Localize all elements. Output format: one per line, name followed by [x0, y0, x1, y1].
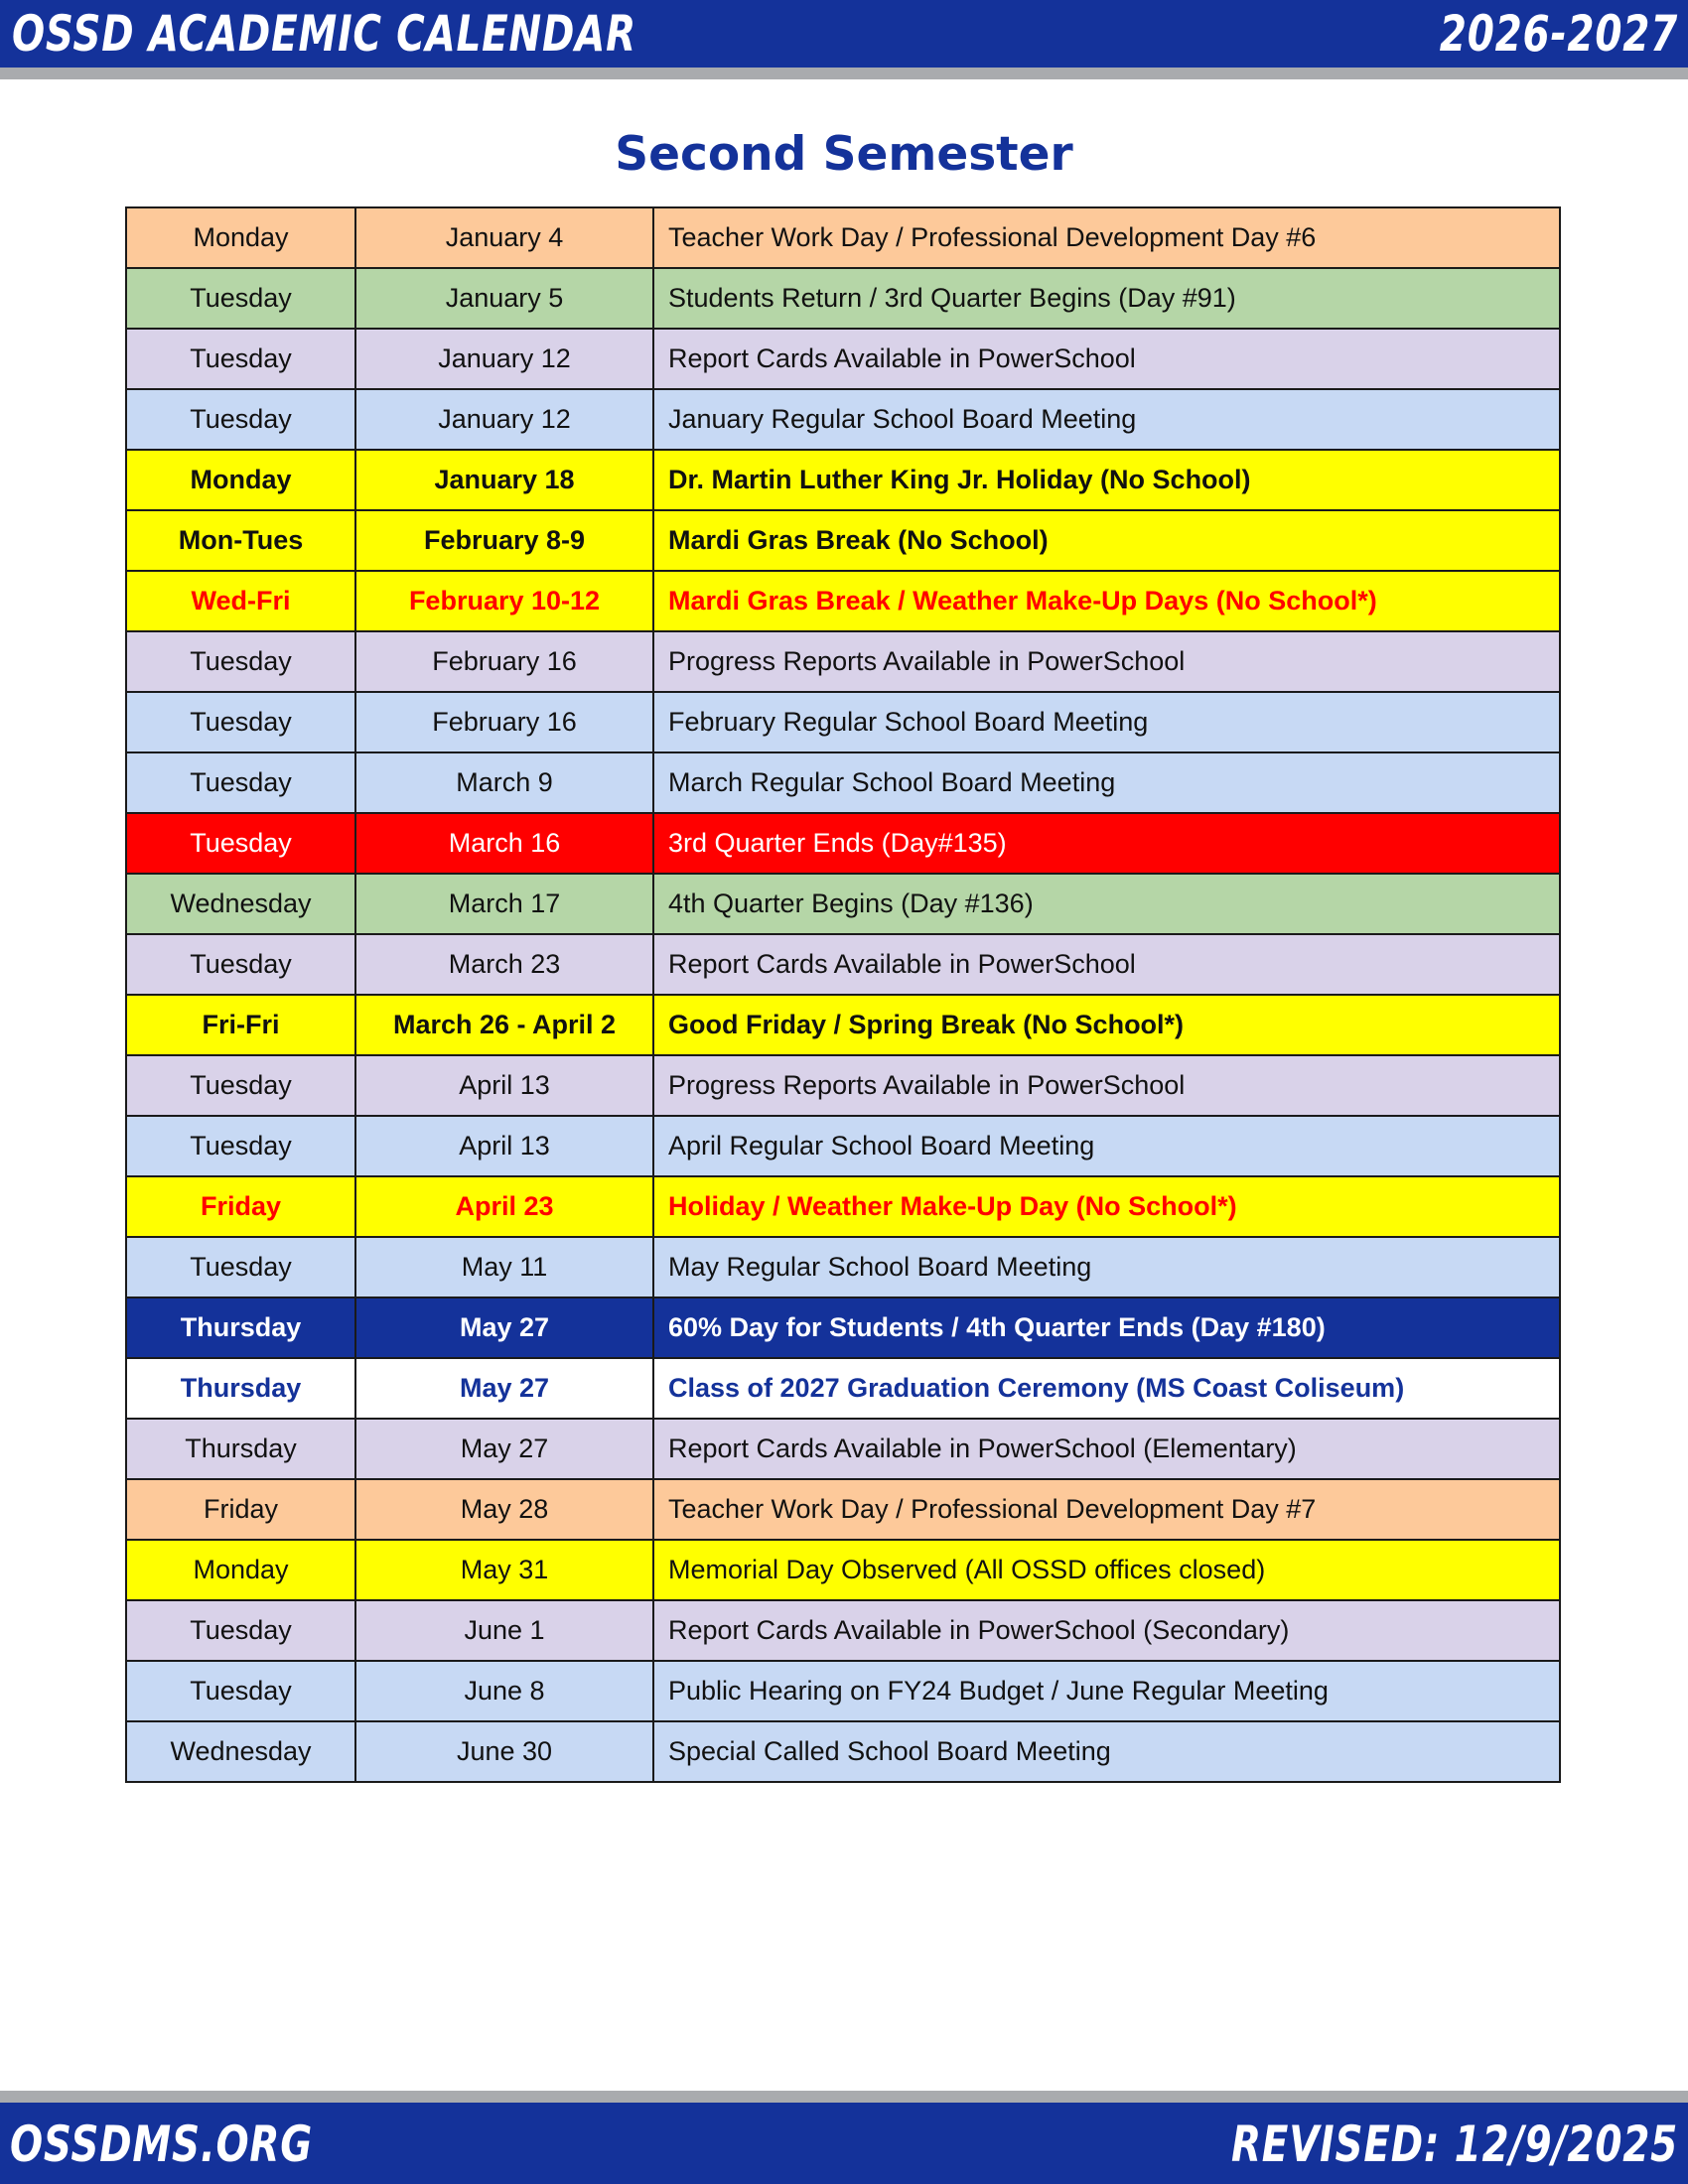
- row-date-cell: April 23: [355, 1176, 653, 1237]
- row-day-cell: Mon-Tues: [126, 510, 355, 571]
- row-event-cell: Report Cards Available in PowerSchool: [653, 329, 1560, 389]
- row-date-cell: January 12: [355, 329, 653, 389]
- table-row: [126, 752, 1560, 813]
- row-date-cell: March 23: [355, 934, 653, 995]
- row-day-cell: Fri-Fri: [126, 995, 355, 1055]
- row-day-cell: Tuesday: [126, 631, 355, 692]
- row-event-cell: Holiday / Weather Make-Up Day (No School*): [653, 1176, 1560, 1237]
- row-day-cell: Tuesday: [126, 934, 355, 995]
- row-event-cell: May Regular School Board Meeting: [653, 1237, 1560, 1297]
- row-day-cell: Monday: [126, 207, 355, 268]
- row-date-cell: May 31: [355, 1540, 653, 1600]
- row-date-cell: June 8: [355, 1661, 653, 1721]
- table-row: [126, 1176, 1560, 1237]
- row-event-cell: Report Cards Available in PowerSchool (Elementary): [653, 1419, 1560, 1479]
- row-event-cell: Report Cards Available in PowerSchool: [653, 934, 1560, 995]
- row-date-cell: February 8-9: [355, 510, 653, 571]
- row-day-cell: Wednesday: [126, 874, 355, 934]
- row-day-cell: Monday: [126, 450, 355, 510]
- table-row: [126, 874, 1560, 934]
- row-date-cell: January 5: [355, 268, 653, 329]
- table-row: [126, 1661, 1560, 1721]
- row-event-cell: January Regular School Board Meeting: [653, 389, 1560, 450]
- row-event-cell: Progress Reports Available in PowerSchool: [653, 631, 1560, 692]
- table-row: [126, 1055, 1560, 1116]
- row-event-cell: Memorial Day Observed (All OSSD offices closed): [653, 1540, 1560, 1600]
- row-date-cell: May 27: [355, 1419, 653, 1479]
- row-event-cell: Progress Reports Available in PowerSchool: [653, 1055, 1560, 1116]
- table-row: [126, 692, 1560, 752]
- table-row: [126, 631, 1560, 692]
- row-day-cell: Wednesday: [126, 1721, 355, 1782]
- table-row: [126, 207, 1560, 268]
- footer-website: OSSDMS.ORG: [10, 2116, 314, 2173]
- table-row: [126, 1540, 1560, 1600]
- row-date-cell: January 12: [355, 389, 653, 450]
- table-row: [126, 268, 1560, 329]
- row-event-cell: March Regular School Board Meeting: [653, 752, 1560, 813]
- row-day-cell: Thursday: [126, 1358, 355, 1419]
- row-date-cell: March 26 - April 2: [355, 995, 653, 1055]
- row-event-cell: Mardi Gras Break / Weather Make-Up Days (No School*): [653, 571, 1560, 631]
- row-day-cell: Tuesday: [126, 1055, 355, 1116]
- row-date-cell: February 16: [355, 631, 653, 692]
- table-row: [126, 1297, 1560, 1358]
- row-day-cell: Friday: [126, 1479, 355, 1540]
- row-date-cell: February 16: [355, 692, 653, 752]
- table-row: [126, 1358, 1560, 1419]
- row-event-cell: 3rd Quarter Ends (Day#135): [653, 813, 1560, 874]
- header-bar: [0, 0, 1688, 79]
- table-row: [126, 934, 1560, 995]
- row-day-cell: Thursday: [126, 1297, 355, 1358]
- row-date-cell: June 1: [355, 1600, 653, 1661]
- row-event-cell: Teacher Work Day / Professional Development Day #6: [653, 207, 1560, 268]
- row-event-cell: Class of 2027 Graduation Ceremony (MS Coast Coliseum): [653, 1358, 1560, 1419]
- row-day-cell: Wed-Fri: [126, 571, 355, 631]
- row-event-cell: Mardi Gras Break (No School): [653, 510, 1560, 571]
- table-row: [126, 1237, 1560, 1297]
- row-date-cell: January 4: [355, 207, 653, 268]
- row-day-cell: Tuesday: [126, 752, 355, 813]
- table-row: [126, 1479, 1560, 1540]
- row-date-cell: May 27: [355, 1358, 653, 1419]
- row-day-cell: Thursday: [126, 1419, 355, 1479]
- row-date-cell: May 28: [355, 1479, 653, 1540]
- row-date-cell: May 27: [355, 1297, 653, 1358]
- page-title: Second Semester: [615, 127, 1073, 182]
- row-date-cell: March 9: [355, 752, 653, 813]
- table-row: [126, 329, 1560, 389]
- row-event-cell: 60% Day for Students / 4th Quarter Ends (Day #180): [653, 1297, 1560, 1358]
- row-date-cell: February 10-12: [355, 571, 653, 631]
- calendar-table: [125, 206, 1561, 1783]
- row-event-cell: Special Called School Board Meeting: [653, 1721, 1560, 1782]
- footer-revised: REVISED: 12/9/2025: [1230, 2116, 1678, 2173]
- table-row: [126, 1116, 1560, 1176]
- row-day-cell: Friday: [126, 1176, 355, 1237]
- row-event-cell: Report Cards Available in PowerSchool (Secondary): [653, 1600, 1560, 1661]
- footer-bar: [0, 2091, 1688, 2184]
- table-row: [126, 1721, 1560, 1782]
- row-event-cell: February Regular School Board Meeting: [653, 692, 1560, 752]
- table-row: [126, 389, 1560, 450]
- table-row: [126, 1419, 1560, 1479]
- row-date-cell: March 17: [355, 874, 653, 934]
- row-event-cell: April Regular School Board Meeting: [653, 1116, 1560, 1176]
- row-date-cell: June 30: [355, 1721, 653, 1782]
- table-row: [126, 450, 1560, 510]
- row-date-cell: March 16: [355, 813, 653, 874]
- row-day-cell: Tuesday: [126, 813, 355, 874]
- row-event-cell: Good Friday / Spring Break (No School*): [653, 995, 1560, 1055]
- row-date-cell: January 18: [355, 450, 653, 510]
- table-row: [126, 571, 1560, 631]
- row-day-cell: Tuesday: [126, 389, 355, 450]
- header-year: 2026-2027: [1439, 5, 1678, 63]
- row-day-cell: Tuesday: [126, 1237, 355, 1297]
- calendar-table-body: [126, 207, 1560, 1782]
- row-day-cell: Tuesday: [126, 1661, 355, 1721]
- row-event-cell: Students Return / 3rd Quarter Begins (Day #91): [653, 268, 1560, 329]
- table-row: [126, 1600, 1560, 1661]
- table-row: [126, 813, 1560, 874]
- row-day-cell: Tuesday: [126, 1600, 355, 1661]
- row-date-cell: April 13: [355, 1116, 653, 1176]
- row-day-cell: Monday: [126, 1540, 355, 1600]
- row-day-cell: Tuesday: [126, 1116, 355, 1176]
- row-event-cell: Dr. Martin Luther King Jr. Holiday (No School): [653, 450, 1560, 510]
- row-event-cell: 4th Quarter Begins (Day #136): [653, 874, 1560, 934]
- row-event-cell: Public Hearing on FY24 Budget / June Regular Meeting: [653, 1661, 1560, 1721]
- row-event-cell: Teacher Work Day / Professional Development Day #7: [653, 1479, 1560, 1540]
- header-title: OSSD ACADEMIC CALENDAR: [12, 5, 636, 63]
- table-row: [126, 510, 1560, 571]
- table-row: [126, 995, 1560, 1055]
- row-date-cell: May 11: [355, 1237, 653, 1297]
- row-day-cell: Tuesday: [126, 692, 355, 752]
- row-day-cell: Tuesday: [126, 268, 355, 329]
- row-day-cell: Tuesday: [126, 329, 355, 389]
- row-date-cell: April 13: [355, 1055, 653, 1116]
